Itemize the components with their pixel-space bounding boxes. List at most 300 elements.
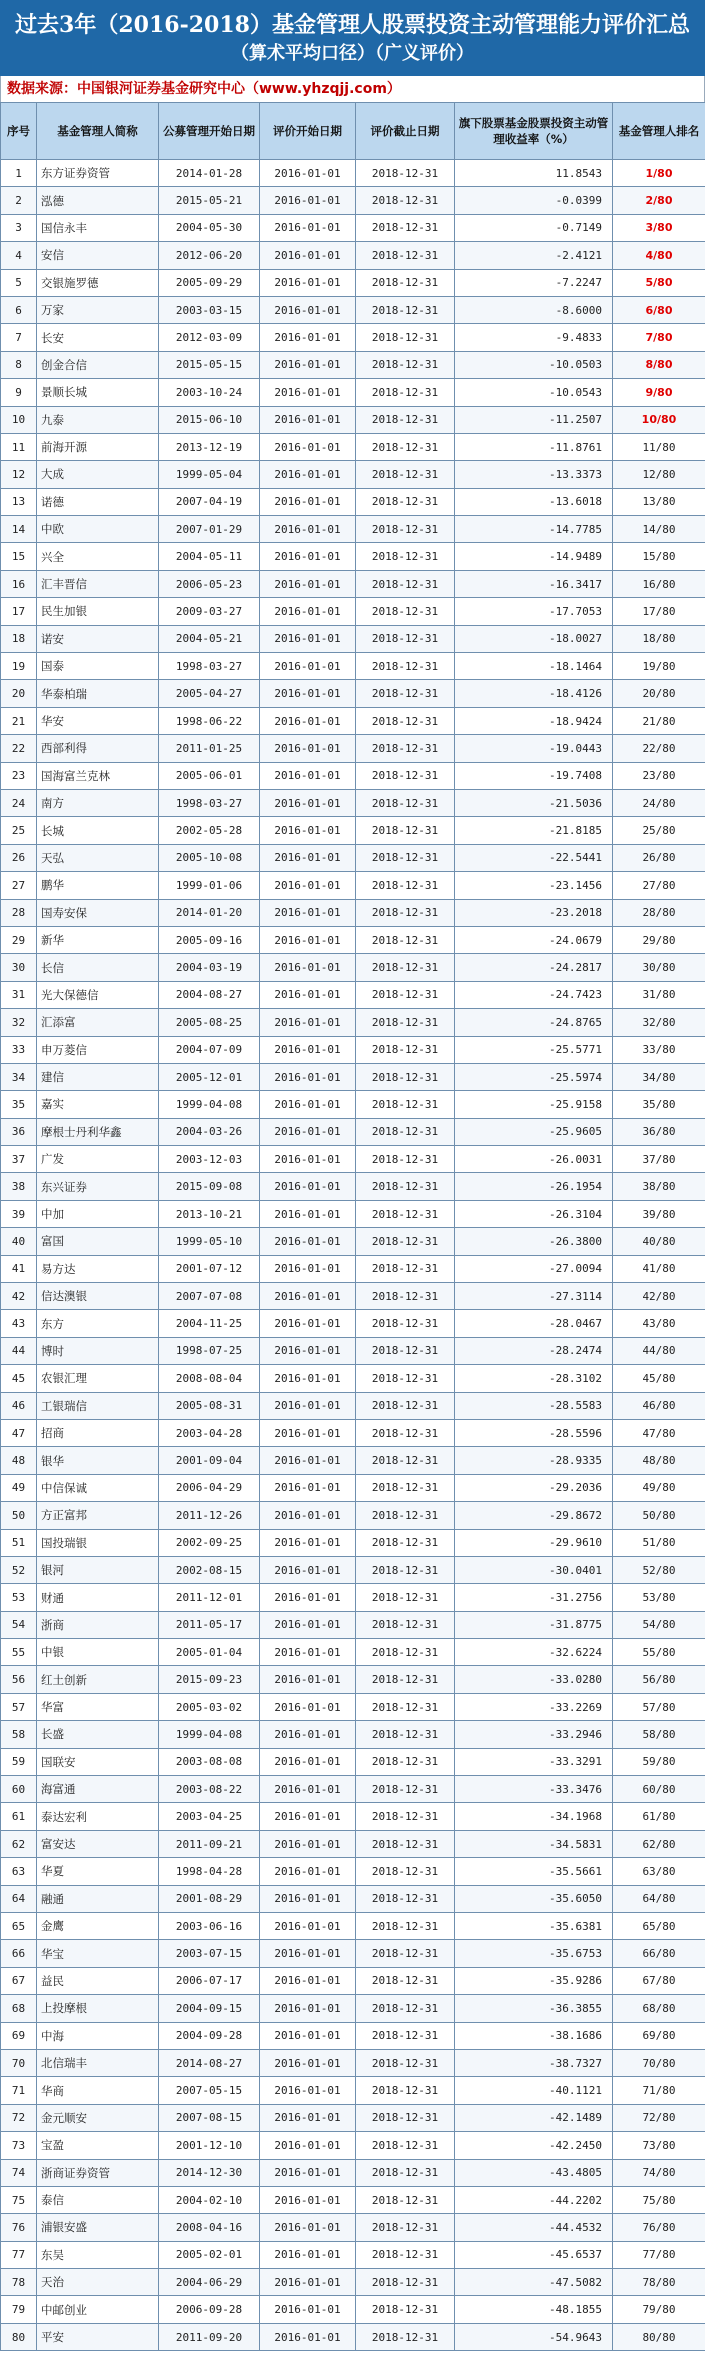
table-row [1, 872, 705, 899]
table-row [1, 242, 705, 269]
cell-return: -25.5974 [455, 1063, 613, 1090]
cell-manager: 富安达 [37, 1830, 159, 1857]
cell-index: 22 [1, 735, 37, 762]
cell-eval-end: 2018-12-31 [356, 680, 455, 707]
table-row [1, 433, 705, 460]
cell-return: -47.5082 [455, 2269, 613, 2296]
cell-eval-start: 2016-01-01 [260, 1036, 356, 1063]
cell-eval-end: 2018-12-31 [356, 187, 455, 214]
table-row [1, 1228, 705, 1255]
cell-manager: 长盛 [37, 1721, 159, 1748]
table-row [1, 762, 705, 789]
cell-eval-end: 2018-12-31 [356, 981, 455, 1008]
cell-eval-start: 2016-01-01 [260, 2241, 356, 2268]
cell-eval-end: 2018-12-31 [356, 516, 455, 543]
cell-eval-end: 2018-12-31 [356, 1146, 455, 1173]
table-row [1, 1776, 705, 1803]
cell-eval-start: 2016-01-01 [260, 1995, 356, 2022]
cell-manager: 浦银安盛 [37, 2214, 159, 2241]
table-row [1, 1283, 705, 1310]
cell-eval-start: 2016-01-01 [260, 1091, 356, 1118]
table-row [1, 1556, 705, 1583]
table-row [1, 1639, 705, 1666]
cell-eval-end: 2018-12-31 [356, 351, 455, 378]
table-row [1, 981, 705, 1008]
cell-start-date: 2009-03-27 [159, 598, 260, 625]
cell-start-date: 2014-01-20 [159, 899, 260, 926]
cell-manager: 新华 [37, 926, 159, 953]
cell-index: 80 [1, 2323, 37, 2350]
cell-eval-end: 2018-12-31 [356, 653, 455, 680]
cell-return: -24.2817 [455, 954, 613, 981]
cell-rank: 33/80 [613, 1036, 705, 1063]
cell-eval-start: 2016-01-01 [260, 543, 356, 570]
cell-index: 77 [1, 2241, 37, 2268]
cell-eval-start: 2016-01-01 [260, 1392, 356, 1419]
cell-eval-start: 2016-01-01 [260, 488, 356, 515]
cell-eval-end: 2018-12-31 [356, 2132, 455, 2159]
cell-return: -29.9610 [455, 1529, 613, 1556]
cell-start-date: 2004-09-28 [159, 2022, 260, 2049]
cell-index: 34 [1, 1063, 37, 1090]
cell-index: 28 [1, 899, 37, 926]
table-row [1, 1693, 705, 1720]
cell-eval-start: 2016-01-01 [260, 1529, 356, 1556]
cell-start-date: 2002-09-25 [159, 1529, 260, 1556]
cell-start-date: 2007-08-15 [159, 2104, 260, 2131]
cell-index: 60 [1, 1776, 37, 1803]
cell-eval-end: 2018-12-31 [356, 2022, 455, 2049]
cell-manager: 泰信 [37, 2186, 159, 2213]
cell-index: 54 [1, 1611, 37, 1638]
table-row [1, 2132, 705, 2159]
cell-start-date: 2003-12-03 [159, 1146, 260, 1173]
cell-eval-start: 2016-01-01 [260, 707, 356, 734]
cell-rank: 42/80 [613, 1283, 705, 1310]
cell-return: -10.0503 [455, 351, 613, 378]
cell-index: 63 [1, 1858, 37, 1885]
cell-rank: 76/80 [613, 2214, 705, 2241]
cell-index: 32 [1, 1009, 37, 1036]
table-row [1, 598, 705, 625]
cell-start-date: 1998-07-25 [159, 1337, 260, 1364]
cell-return: -42.2450 [455, 2132, 613, 2159]
cell-index: 38 [1, 1173, 37, 1200]
cell-manager: 东方 [37, 1310, 159, 1337]
cell-rank: 47/80 [613, 1419, 705, 1446]
cell-return: -35.6050 [455, 1885, 613, 1912]
cell-start-date: 2006-09-28 [159, 2296, 260, 2323]
cell-index: 40 [1, 1228, 37, 1255]
cell-start-date: 2013-12-19 [159, 433, 260, 460]
cell-eval-end: 2018-12-31 [356, 1967, 455, 1994]
col-header-return: 旗下股票基金股票投资主动管理收益率（%） [455, 103, 613, 160]
cell-start-date: 2005-02-01 [159, 2241, 260, 2268]
cell-manager: 中银 [37, 1639, 159, 1666]
cell-index: 46 [1, 1392, 37, 1419]
cell-eval-start: 2016-01-01 [260, 242, 356, 269]
cell-eval-end: 2018-12-31 [356, 2049, 455, 2076]
table-row [1, 625, 705, 652]
cell-return: -11.8761 [455, 433, 613, 460]
cell-start-date: 2011-12-01 [159, 1584, 260, 1611]
cell-index: 31 [1, 981, 37, 1008]
table-header-row [1, 103, 705, 160]
cell-manager: 博时 [37, 1337, 159, 1364]
cell-index: 12 [1, 461, 37, 488]
col-header-manager: 基金管理人简称 [37, 103, 159, 160]
cell-rank: 78/80 [613, 2269, 705, 2296]
cell-eval-start: 2016-01-01 [260, 1830, 356, 1857]
cell-manager: 上投摩根 [37, 1995, 159, 2022]
table-row [1, 1940, 705, 1967]
cell-start-date: 2008-04-16 [159, 2214, 260, 2241]
cell-rank: 4/80 [613, 242, 705, 269]
cell-rank: 77/80 [613, 2241, 705, 2268]
cell-index: 49 [1, 1474, 37, 1501]
table-row [1, 1337, 705, 1364]
cell-eval-end: 2018-12-31 [356, 1556, 455, 1583]
cell-eval-end: 2018-12-31 [356, 762, 455, 789]
cell-return: -38.1686 [455, 2022, 613, 2049]
cell-start-date: 2013-10-21 [159, 1200, 260, 1227]
table-row [1, 543, 705, 570]
cell-return: -19.7408 [455, 762, 613, 789]
cell-rank: 63/80 [613, 1858, 705, 1885]
cell-manager: 金鹰 [37, 1913, 159, 1940]
cell-return: -25.9158 [455, 1091, 613, 1118]
cell-manager: 农银汇理 [37, 1365, 159, 1392]
cell-manager: 万家 [37, 296, 159, 323]
cell-return: -27.0094 [455, 1255, 613, 1282]
cell-rank: 5/80 [613, 269, 705, 296]
table-row [1, 1255, 705, 1282]
table-row [1, 516, 705, 543]
cell-return: -27.3114 [455, 1283, 613, 1310]
cell-manager: 前海开源 [37, 433, 159, 460]
cell-manager: 诺德 [37, 488, 159, 515]
cell-return: -21.5036 [455, 789, 613, 816]
report-header [0, 0, 705, 76]
cell-manager: 金元顺安 [37, 2104, 159, 2131]
cell-rank: 41/80 [613, 1255, 705, 1282]
cell-index: 69 [1, 2022, 37, 2049]
cell-index: 9 [1, 379, 37, 406]
cell-index: 19 [1, 653, 37, 680]
cell-rank: 70/80 [613, 2049, 705, 2076]
cell-eval-end: 2018-12-31 [356, 2269, 455, 2296]
cell-eval-end: 2018-12-31 [356, 1940, 455, 1967]
cell-eval-end: 2018-12-31 [356, 1502, 455, 1529]
cell-manager: 方正富邦 [37, 1502, 159, 1529]
cell-rank: 62/80 [613, 1830, 705, 1857]
cell-start-date: 1998-04-28 [159, 1858, 260, 1885]
cell-index: 67 [1, 1967, 37, 1994]
table-row [1, 680, 705, 707]
cell-index: 16 [1, 570, 37, 597]
cell-start-date: 2006-07-17 [159, 1967, 260, 1994]
cell-manager: 银河 [37, 1556, 159, 1583]
table-row [1, 214, 705, 241]
cell-eval-end: 2018-12-31 [356, 1200, 455, 1227]
cell-manager: 大成 [37, 461, 159, 488]
cell-eval-start: 2016-01-01 [260, 269, 356, 296]
cell-index: 75 [1, 2186, 37, 2213]
cell-return: -24.8765 [455, 1009, 613, 1036]
cell-eval-end: 2018-12-31 [356, 872, 455, 899]
table-row [1, 1474, 705, 1501]
cell-start-date: 2001-08-29 [159, 1885, 260, 1912]
cell-start-date: 2001-07-12 [159, 1255, 260, 1282]
cell-eval-start: 2016-01-01 [260, 1611, 356, 1638]
cell-index: 58 [1, 1721, 37, 1748]
cell-index: 30 [1, 954, 37, 981]
cell-eval-start: 2016-01-01 [260, 1748, 356, 1775]
cell-eval-start: 2016-01-01 [260, 762, 356, 789]
cell-return: -33.3291 [455, 1748, 613, 1775]
cell-eval-end: 2018-12-31 [356, 461, 455, 488]
cell-rank: 25/80 [613, 817, 705, 844]
table-row [1, 269, 705, 296]
table-row [1, 1091, 705, 1118]
cell-start-date: 2004-05-21 [159, 625, 260, 652]
cell-start-date: 2002-08-15 [159, 1556, 260, 1583]
cell-eval-end: 2018-12-31 [356, 1036, 455, 1063]
table-row [1, 1365, 705, 1392]
cell-eval-end: 2018-12-31 [356, 899, 455, 926]
cell-eval-start: 2016-01-01 [260, 844, 356, 871]
cell-eval-start: 2016-01-01 [260, 433, 356, 460]
cell-rank: 44/80 [613, 1337, 705, 1364]
cell-rank: 3/80 [613, 214, 705, 241]
cell-start-date: 2011-01-25 [159, 735, 260, 762]
cell-eval-start: 2016-01-01 [260, 1776, 356, 1803]
cell-return: -13.6018 [455, 488, 613, 515]
cell-manager: 汇丰晋信 [37, 570, 159, 597]
cell-eval-start: 2016-01-01 [260, 1173, 356, 1200]
cell-start-date: 2011-09-20 [159, 2323, 260, 2350]
cell-start-date: 2004-07-09 [159, 1036, 260, 1063]
cell-eval-start: 2016-01-01 [260, 2186, 356, 2213]
report-subtitle: （算术平均口径）（广义评价） [231, 43, 474, 64]
cell-return: -18.9424 [455, 707, 613, 734]
cell-eval-start: 2016-01-01 [260, 680, 356, 707]
cell-manager: 西部利得 [37, 735, 159, 762]
cell-index: 27 [1, 872, 37, 899]
cell-eval-start: 2016-01-01 [260, 1639, 356, 1666]
cell-start-date: 1999-05-10 [159, 1228, 260, 1255]
cell-eval-start: 2016-01-01 [260, 926, 356, 953]
cell-manager: 华泰柏瑞 [37, 680, 159, 707]
cell-eval-start: 2016-01-01 [260, 406, 356, 433]
cell-eval-end: 2018-12-31 [356, 570, 455, 597]
cell-return: -17.7053 [455, 598, 613, 625]
cell-rank: 38/80 [613, 1173, 705, 1200]
cell-manager: 华安 [37, 707, 159, 734]
table-row [1, 2159, 705, 2186]
cell-manager: 兴全 [37, 543, 159, 570]
table-row [1, 2049, 705, 2076]
cell-return: -35.6381 [455, 1913, 613, 1940]
cell-manager: 财通 [37, 1584, 159, 1611]
table-body [1, 160, 705, 2351]
cell-eval-start: 2016-01-01 [260, 1913, 356, 1940]
cell-manager: 易方达 [37, 1255, 159, 1282]
cell-eval-start: 2016-01-01 [260, 735, 356, 762]
cell-rank: 15/80 [613, 543, 705, 570]
cell-return: -18.1464 [455, 653, 613, 680]
cell-rank: 36/80 [613, 1118, 705, 1145]
cell-eval-end: 2018-12-31 [356, 817, 455, 844]
cell-eval-start: 2016-01-01 [260, 570, 356, 597]
cell-rank: 45/80 [613, 1365, 705, 1392]
cell-eval-end: 2018-12-31 [356, 1283, 455, 1310]
cell-start-date: 2006-04-29 [159, 1474, 260, 1501]
cell-eval-end: 2018-12-31 [356, 1228, 455, 1255]
col-header-eval-end: 评价截止日期 [356, 103, 455, 160]
cell-eval-start: 2016-01-01 [260, 1310, 356, 1337]
cell-return: -45.6537 [455, 2241, 613, 2268]
cell-return: -35.5661 [455, 1858, 613, 1885]
cell-eval-end: 2018-12-31 [356, 598, 455, 625]
cell-manager: 银华 [37, 1447, 159, 1474]
table-row [1, 653, 705, 680]
cell-rank: 20/80 [613, 680, 705, 707]
table-row [1, 1419, 705, 1446]
table-row [1, 1200, 705, 1227]
cell-eval-start: 2016-01-01 [260, 1474, 356, 1501]
table-row [1, 1063, 705, 1090]
cell-rank: 54/80 [613, 1611, 705, 1638]
cell-eval-end: 2018-12-31 [356, 1995, 455, 2022]
cell-start-date: 2003-10-24 [159, 379, 260, 406]
cell-index: 37 [1, 1146, 37, 1173]
cell-start-date: 2004-08-27 [159, 981, 260, 1008]
cell-start-date: 1999-05-04 [159, 461, 260, 488]
cell-manager: 广发 [37, 1146, 159, 1173]
cell-eval-end: 2018-12-31 [356, 2241, 455, 2268]
cell-manager: 长安 [37, 324, 159, 351]
cell-eval-end: 2018-12-31 [356, 1584, 455, 1611]
cell-eval-end: 2018-12-31 [356, 1639, 455, 1666]
cell-rank: 40/80 [613, 1228, 705, 1255]
cell-manager: 国寿安保 [37, 899, 159, 926]
table-row [1, 2296, 705, 2323]
cell-eval-start: 2016-01-01 [260, 1009, 356, 1036]
cell-index: 64 [1, 1885, 37, 1912]
cell-rank: 73/80 [613, 2132, 705, 2159]
cell-eval-start: 2016-01-01 [260, 1666, 356, 1693]
cell-eval-end: 2018-12-31 [356, 2186, 455, 2213]
table-row [1, 488, 705, 515]
table-row [1, 1529, 705, 1556]
cell-eval-end: 2018-12-31 [356, 488, 455, 515]
cell-eval-end: 2018-12-31 [356, 1830, 455, 1857]
cell-return: -8.6000 [455, 296, 613, 323]
cell-index: 53 [1, 1584, 37, 1611]
cell-manager: 安信 [37, 242, 159, 269]
cell-return: -0.0399 [455, 187, 613, 214]
cell-eval-start: 2016-01-01 [260, 817, 356, 844]
cell-manager: 汇添富 [37, 1009, 159, 1036]
cell-start-date: 2005-04-27 [159, 680, 260, 707]
cell-start-date: 1998-03-27 [159, 653, 260, 680]
cell-rank: 59/80 [613, 1748, 705, 1775]
cell-start-date: 2014-12-30 [159, 2159, 260, 2186]
cell-index: 71 [1, 2077, 37, 2104]
cell-eval-start: 2016-01-01 [260, 296, 356, 323]
table-row [1, 1830, 705, 1857]
cell-rank: 53/80 [613, 1584, 705, 1611]
cell-eval-start: 2016-01-01 [260, 1200, 356, 1227]
cell-rank: 2/80 [613, 187, 705, 214]
cell-eval-start: 2016-01-01 [260, 2077, 356, 2104]
cell-eval-start: 2016-01-01 [260, 214, 356, 241]
cell-return: -34.1968 [455, 1803, 613, 1830]
cell-rank: 35/80 [613, 1091, 705, 1118]
cell-eval-end: 2018-12-31 [356, 1803, 455, 1830]
cell-return: -22.5441 [455, 844, 613, 871]
cell-eval-end: 2018-12-31 [356, 1666, 455, 1693]
cell-manager: 浙商证券资管 [37, 2159, 159, 2186]
cell-eval-start: 2016-01-01 [260, 1803, 356, 1830]
cell-index: 59 [1, 1748, 37, 1775]
cell-eval-start: 2016-01-01 [260, 2159, 356, 2186]
cell-rank: 46/80 [613, 1392, 705, 1419]
cell-eval-end: 2018-12-31 [356, 2214, 455, 2241]
cell-rank: 80/80 [613, 2323, 705, 2350]
report-title: 过去3年（2016-2018）基金管理人股票投资主动管理能力评价汇总 [15, 12, 690, 38]
cell-eval-end: 2018-12-31 [356, 1173, 455, 1200]
cell-start-date: 2007-04-19 [159, 488, 260, 515]
cell-return: -25.9605 [455, 1118, 613, 1145]
cell-eval-start: 2016-01-01 [260, 1146, 356, 1173]
cell-eval-end: 2018-12-31 [356, 2104, 455, 2131]
table-row [1, 2104, 705, 2131]
cell-eval-start: 2016-01-01 [260, 1447, 356, 1474]
cell-eval-end: 2018-12-31 [356, 2323, 455, 2350]
cell-return: -26.1954 [455, 1173, 613, 1200]
cell-eval-start: 2016-01-01 [260, 2269, 356, 2296]
cell-start-date: 2015-05-21 [159, 187, 260, 214]
table-row [1, 1666, 705, 1693]
cell-return: -43.4805 [455, 2159, 613, 2186]
cell-return: -10.0543 [455, 379, 613, 406]
cell-return: -23.2018 [455, 899, 613, 926]
cell-eval-start: 2016-01-01 [260, 324, 356, 351]
cell-return: -14.7785 [455, 516, 613, 543]
cell-eval-end: 2018-12-31 [356, 2159, 455, 2186]
cell-rank: 14/80 [613, 516, 705, 543]
cell-eval-end: 2018-12-31 [356, 379, 455, 406]
cell-index: 33 [1, 1036, 37, 1063]
cell-index: 70 [1, 2049, 37, 2076]
cell-manager: 中信保诚 [37, 1474, 159, 1501]
cell-start-date: 2011-05-17 [159, 1611, 260, 1638]
cell-rank: 60/80 [613, 1776, 705, 1803]
cell-index: 56 [1, 1666, 37, 1693]
table-row [1, 187, 705, 214]
cell-start-date: 2014-01-28 [159, 160, 260, 187]
cell-rank: 72/80 [613, 2104, 705, 2131]
cell-index: 55 [1, 1639, 37, 1666]
cell-rank: 43/80 [613, 1310, 705, 1337]
cell-start-date: 2003-04-28 [159, 1419, 260, 1446]
cell-return: -11.2507 [455, 406, 613, 433]
cell-eval-start: 2016-01-01 [260, 2132, 356, 2159]
col-header-eval-start: 评价开始日期 [260, 103, 356, 160]
cell-manager: 交银施罗德 [37, 269, 159, 296]
